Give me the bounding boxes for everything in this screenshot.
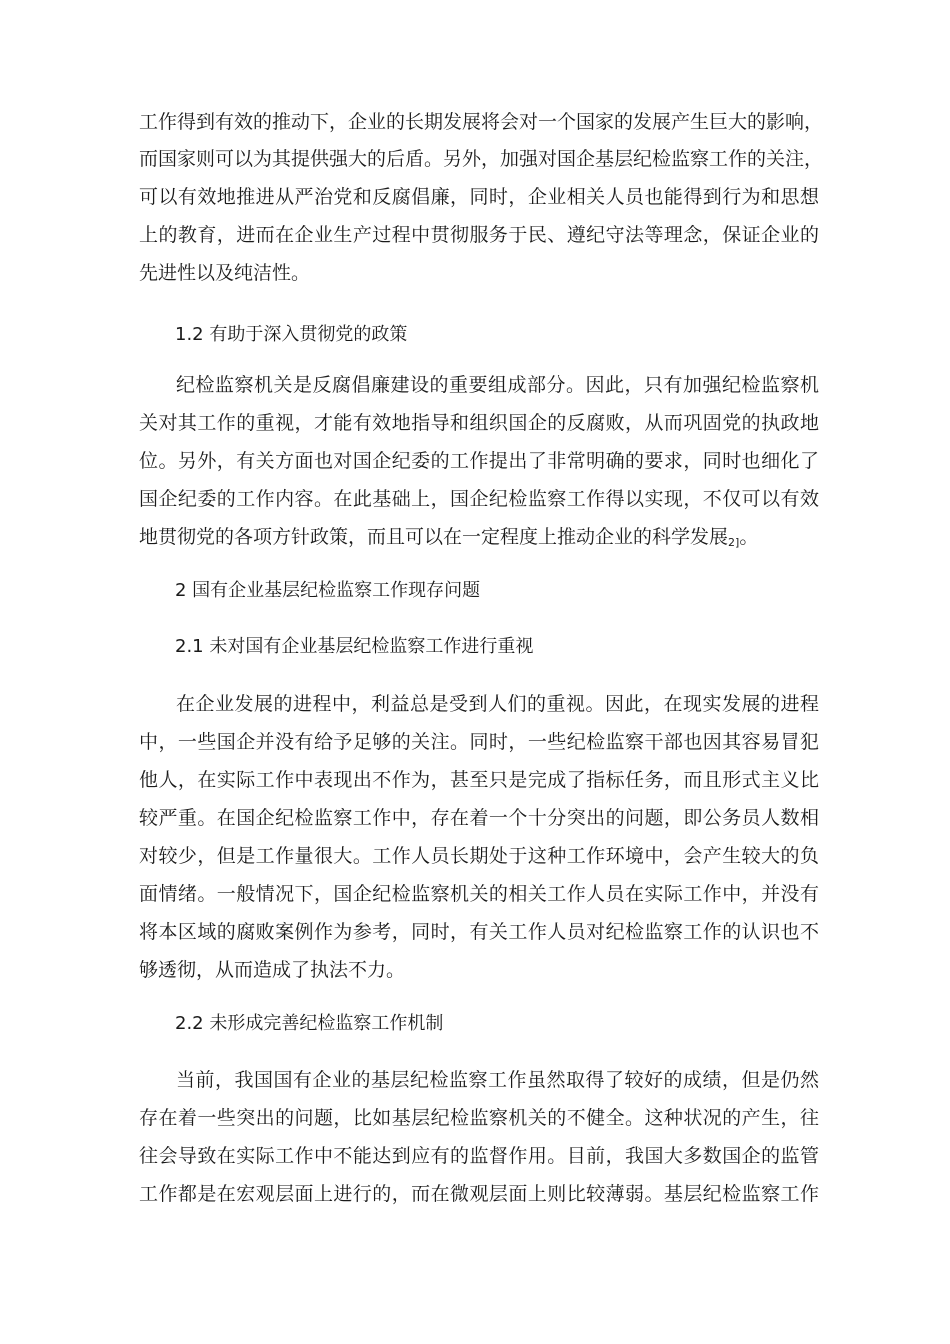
section-heading-1-2: 1.2 有助于深入贯彻党的政策 [175,324,408,345]
para3-line-7: 将本区域的腐败案例作为参考，同时，有关工作人员对纪检监察工作的认识也不 [139,921,819,943]
section-heading-2: 2 国有企业基层纪检监察工作现存问题 [175,580,481,601]
section-heading-2-2: 2.2 未形成完善纪检监察工作机制 [175,1013,444,1034]
para3-line-4: 较严重。在国企纪检监察工作中，存在着一个十分突出的问题，即公务员人数相 [139,807,819,829]
para3-line-3: 他人，在实际工作中表现出不作为，甚至只是完成了指标任务，而且形式主义比 [139,769,819,791]
para3-line-6: 面情绪。一般情况下，国企纪检监察机关的相关工作人员在实际工作中，并没有 [139,883,819,905]
para1-line-1: 工作得到有效的推动下，企业的长期发展将会对一个国家的发展产生巨大的影响， [139,111,824,133]
para2-line-1: 纪检监察机关是反腐倡廉建设的重要组成部分。因此，只有加强纪检监察机 [176,374,819,396]
para3-line-8: 够透彻，从而造成了执法不力。 [139,959,406,981]
para2-line-5 [139,525,819,555]
para1-line-3: 可以有效地推进从严治党和反腐倡廉，同时，企业相关人员也能得到行为和思想 [139,186,819,208]
para3-line-5: 对较少，但是工作量很大。工作人员长期处于这种工作环境中，会产生较大的负 [139,845,819,867]
para3-line-2: 中，一些国企并没有给予足够的关注。同时，一些纪检监察干部也因其容易冒犯 [139,731,819,753]
para2-line-5-text: 地贯彻党的各项方针政策，而且可以在一定程度上推动企业的科学发展 [139,526,729,548]
citation-ref: 2] [728,536,740,549]
para4-line-2: 存在着一些突出的问题，比如基层纪检监察机关的不健全。这种状况的产生，往 [139,1107,819,1129]
para1-line-4: 上的教育，进而在企业生产过程中贯彻服务于民、遵纪守法等理念，保证企业的 [139,224,819,246]
para2-line-5-end: 。 [739,526,759,548]
section-heading-2-1: 2.1 未对国有企业基层纪检监察工作进行重视 [175,636,534,657]
para2-line-2: 关对其工作的重视，才能有效地指导和组织国企的反腐败，从而巩固党的执政地 [139,412,819,434]
para2-line-4: 国企纪委的工作内容。在此基础上，国企纪检监察工作得以实现，不仅可以有效 [139,488,819,510]
para1-line-5: 先进性以及纯洁性。 [139,262,311,284]
para4-line-1: 当前，我国国有企业的基层纪检监察工作虽然取得了较好的成绩，但是仍然 [176,1069,819,1091]
para3-line-1: 在企业发展的进程中，利益总是受到人们的重视。因此，在现实发展的进程 [176,693,819,715]
para4-line-3: 往会导致在实际工作中不能达到应有的监督作用。目前，我国大多数国企的监管 [139,1145,819,1167]
para1-line-2: 而国家则可以为其提供强大的后盾。另外，加强对国企基层纪检监察工作的关注， [139,148,824,170]
para4-line-4: 工作都是在宏观层面上进行的，而在微观层面上则比较薄弱。基层纪检监察工作 [139,1183,819,1205]
para2-line-3: 位。另外，有关方面也对国企纪委的工作提出了非常明确的要求，同时也细化了 [139,450,819,472]
